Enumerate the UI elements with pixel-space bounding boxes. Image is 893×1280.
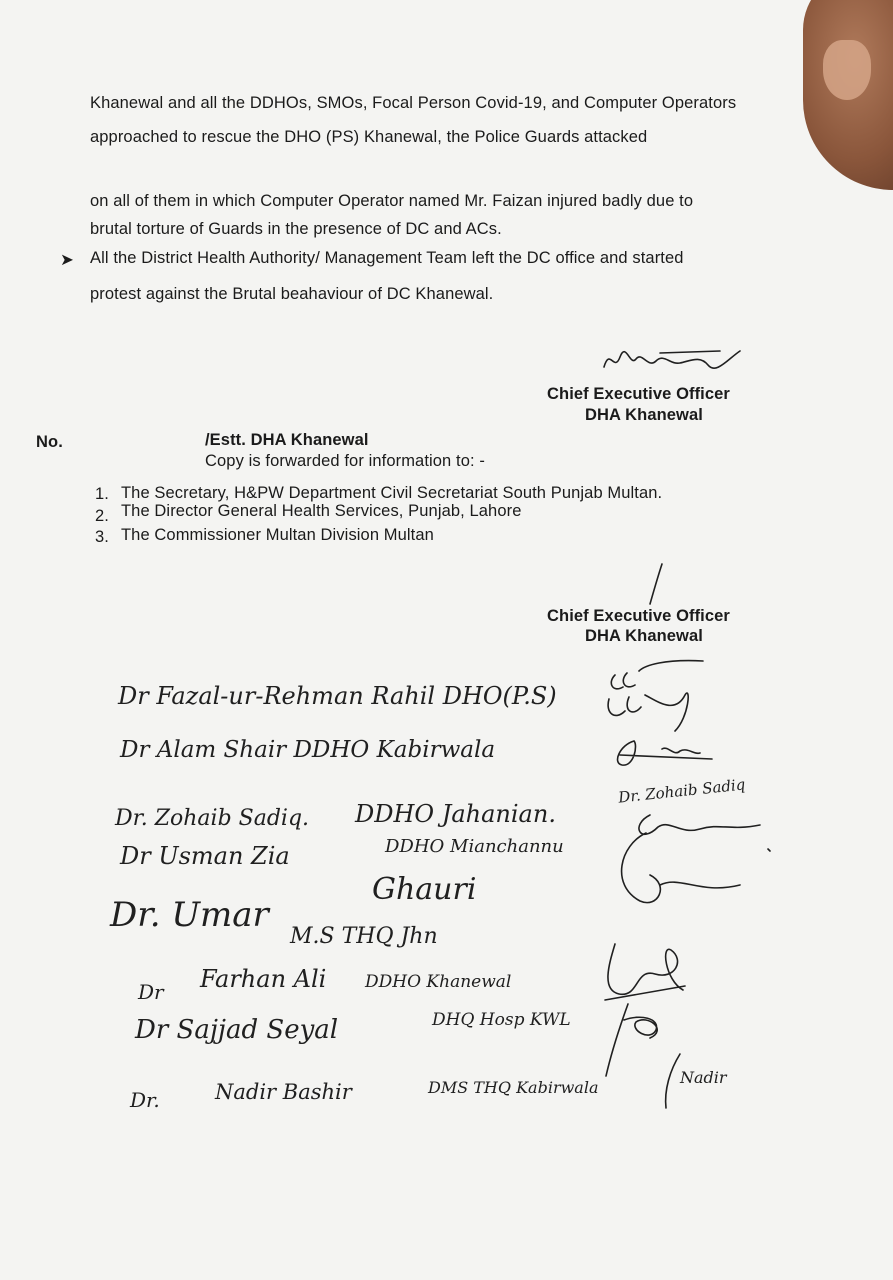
signature-row-4 bbox=[610, 805, 780, 915]
handwritten-row-6-name: Farhan Ali bbox=[200, 965, 327, 993]
recipient-1-number: 1. bbox=[95, 485, 109, 503]
estt-reference: /Estt. DHA Khanewal bbox=[205, 431, 369, 449]
handwritten-row-7-post: DHQ Hosp KWL bbox=[432, 1010, 571, 1030]
handwritten-row-5-name: Dr. Umar bbox=[110, 895, 269, 935]
handwritten-row-8-name: Nadir Bashir bbox=[215, 1080, 352, 1104]
handwritten-row-4-name: Dr Usman Zia bbox=[120, 842, 290, 870]
handwritten-row-7-name: Dr Sajjad Seyal bbox=[135, 1015, 339, 1045]
signature-row-8: Nadir bbox=[680, 1068, 727, 1087]
body-line-5: All the District Health Authority/ Management Team left the DC office and started bbox=[90, 249, 684, 267]
recipient-1: The Secretary, H&PW Department Civil Secretariat South Punjab Multan. bbox=[121, 484, 663, 502]
handwritten-row-5-surname: Ghauri bbox=[372, 872, 477, 907]
ceo-title-2: Chief Executive Officer bbox=[547, 607, 730, 625]
handwritten-row-1: Dr Fazal-ur-Rehman Rahil DHO(P.S) bbox=[118, 682, 557, 710]
handwritten-row-8-title: Dr. bbox=[130, 1088, 160, 1112]
ceo-signature-scribble-1 bbox=[600, 345, 750, 375]
bullet-arrow-icon: ➤ bbox=[60, 251, 74, 269]
body-line-2: approached to rescue the DHO (PS) Khanewal, the Police Guards attacked bbox=[90, 128, 648, 146]
signature-row-2 bbox=[608, 735, 718, 771]
ceo-title-1: Chief Executive Officer bbox=[547, 385, 730, 403]
recipient-3: The Commissioner Multan Division Multan bbox=[121, 526, 434, 544]
ceo-org-2: DHA Khanewal bbox=[585, 627, 703, 645]
handwritten-row-3-post: DDHO Jahanian. bbox=[355, 800, 556, 828]
handwritten-row-5-post: M.S THQ Jhn bbox=[290, 924, 438, 949]
ceo-signature-scribble-2 bbox=[640, 562, 680, 606]
recipient-2-number: 2. bbox=[95, 507, 109, 525]
signature-row-6 bbox=[595, 940, 695, 1004]
body-line-1: Khanewal and all the DDHOs, SMOs, Focal Person Covid-19, and Computer Operators bbox=[90, 94, 737, 112]
handwritten-row-6-post: DDHO Khanewal bbox=[365, 972, 512, 992]
handwritten-row-6-title: Dr bbox=[138, 980, 164, 1004]
body-line-6: protest against the Brutal beahaviour of DC Khanewal. bbox=[90, 285, 494, 303]
handwritten-row-4-post: DDHO Mianchannu bbox=[385, 836, 564, 857]
ceo-org-1: DHA Khanewal bbox=[585, 406, 703, 424]
body-line-4: brutal torture of Guards in the presence of DC and ACs. bbox=[90, 220, 502, 238]
recipient-3-number: 3. bbox=[95, 528, 109, 546]
handwritten-row-2: Dr Alam Shair DDHO Kabirwala bbox=[120, 737, 496, 763]
copy-forwarded-line: Copy is forwarded for information to: - bbox=[205, 452, 485, 470]
body-line-3: on all of them in which Computer Operator named Mr. Faizan injured badly due to bbox=[90, 192, 694, 210]
handwritten-row-3-name: Dr. Zohaib Sadiq. bbox=[115, 806, 310, 831]
recipient-2: The Director General Health Services, Punjab, Lahore bbox=[121, 502, 522, 520]
signature-row-3: Dr. Zohaib Sadiq bbox=[617, 775, 747, 807]
no-label: No. bbox=[36, 433, 63, 451]
thumb-photo-artifact bbox=[803, 0, 893, 190]
signature-row-1 bbox=[605, 655, 715, 733]
handwritten-row-8-post: DMS THQ Kabirwala bbox=[428, 1078, 599, 1097]
